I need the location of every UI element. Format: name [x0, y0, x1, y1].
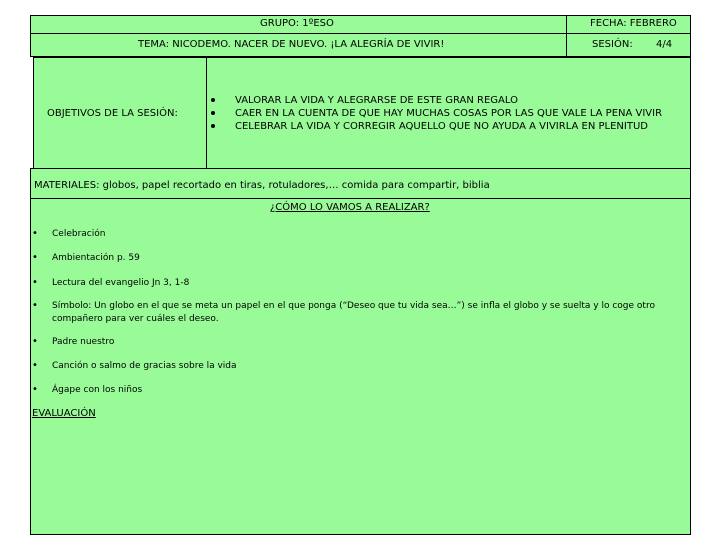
- list-item: Ambientación p. 59: [52, 253, 140, 263]
- list-bullet: •: [32, 277, 38, 288]
- grupo-text: GRUPO: 1ºESO: [260, 18, 334, 29]
- list-item-continuation: compañero para ver cuáles el deseo.: [52, 314, 219, 324]
- list-item: Ágape con los niños: [52, 385, 143, 395]
- objetivo-item: CAER EN LA CUENTA DE QUE HAY MUCHAS COSAS POR LAS QUE VALE LA PENA VIVIR: [235, 108, 663, 119]
- list-bullet: •: [32, 300, 38, 311]
- bullet-icon: [211, 98, 215, 102]
- como-title: ¿CÓMO LO VAMOS A REALIZAR?: [270, 202, 430, 213]
- sesion-label: SESIÓN:: [592, 39, 633, 50]
- tema-text: TEMA: NICODEMO. NACER DE NUEVO. ¡LA ALEGRÍA DE VIVIR!: [138, 39, 445, 50]
- list-bullet: •: [32, 384, 38, 395]
- list-item: Padre nuestro: [52, 337, 115, 347]
- objetivo-item: CELEBRAR LA VIDA Y CORREGIR AQUELLO QUE NO AYUDA A VIVIRLA EN PLENITUD: [235, 121, 648, 132]
- list-bullet: •: [32, 228, 38, 239]
- list-bullet: •: [32, 336, 38, 347]
- evaluacion-heading: EVALUACIÓN: [32, 408, 96, 419]
- bullet-icon: [211, 124, 215, 128]
- list-item: Canción o salmo de gracias sobre la vida: [52, 361, 237, 371]
- objetivo-item: VALORAR LA VIDA Y ALEGRARSE DE ESTE GRAN REGALO: [235, 95, 518, 106]
- list-bullet: •: [32, 360, 38, 371]
- fecha-text: FECHA: FEBRERO: [590, 18, 677, 29]
- materiales-text: MATERIALES: globos, papel recortado en tiras, rotuladores,… comida para compartir, biblia: [34, 180, 490, 191]
- sesion-value: 4/4: [656, 39, 673, 50]
- list-item: Lectura del evangelio Jn 3, 1-8: [52, 278, 190, 288]
- list-item: Símbolo: Un globo en el que se meta un papel en el que ponga (“Deseo que tu vida sea…”) se infla el globo y se suelta y lo coge otro: [52, 301, 655, 311]
- objetivos-label: OBJETIVOS DE LA SESIÓN:: [47, 108, 178, 119]
- bullet-icon: [211, 111, 215, 115]
- list-bullet: •: [32, 252, 38, 263]
- list-item: Celebración: [52, 229, 106, 239]
